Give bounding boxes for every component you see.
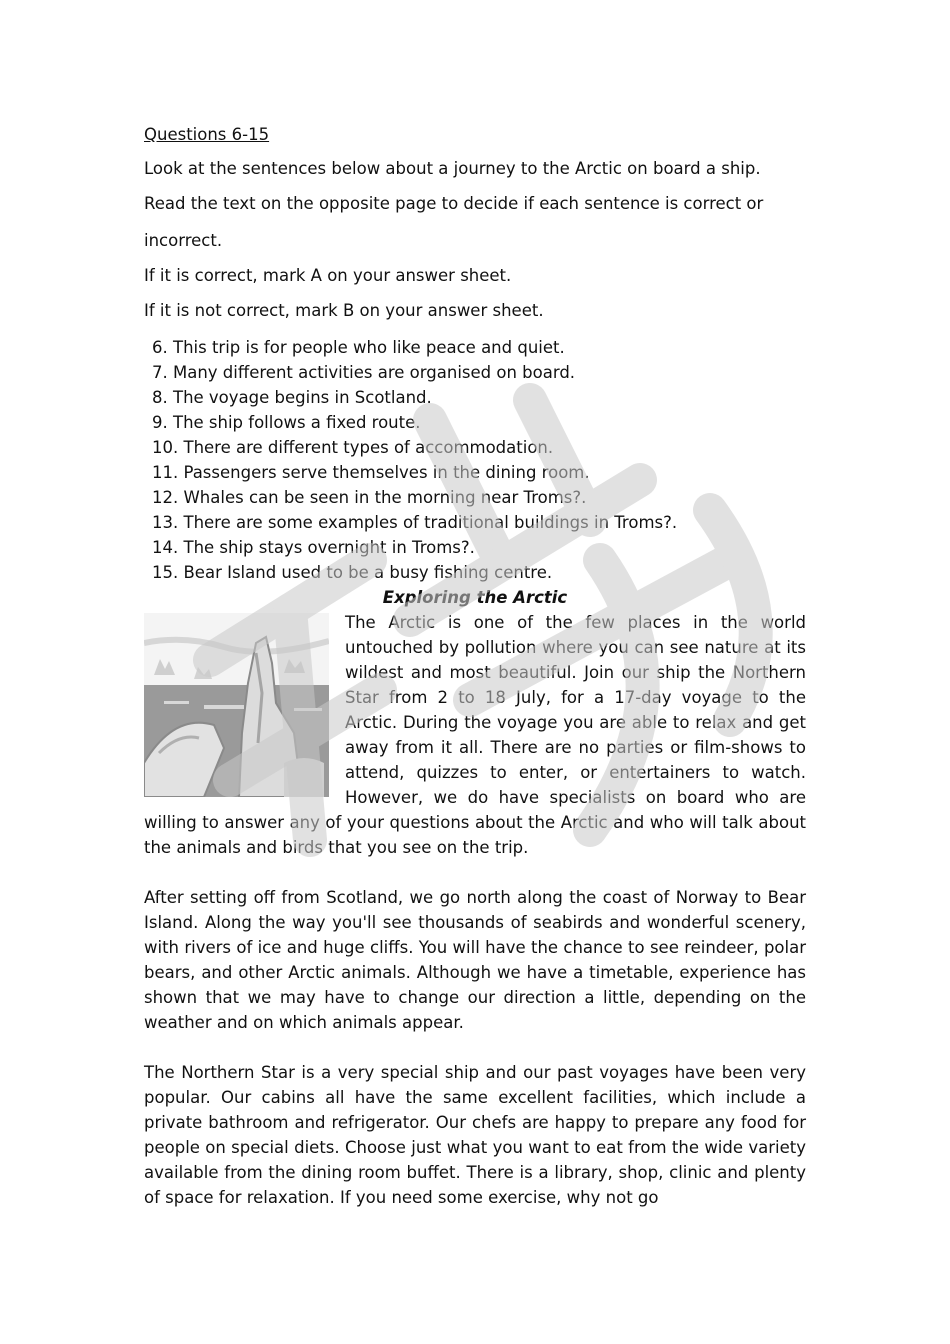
instruction-line: If it is correct, mark A on your answer sheet. [144, 266, 512, 285]
iceberg-illustration [144, 613, 329, 797]
article-paragraph: After setting off from Scotland, we go north along the coast of Norway to Bear Island. Along the way you'll see thousands of seabirds and wonderful scenery, with rivers of ice and huge cliffs. You will have the chance to see reindeer, polar bears, and other Arctic animals. Although we have a timetable, experience has shown that we may have to change our direction a little, depending on the weather and on which animals appear. [144, 888, 806, 1032]
question-item: 15. Bear Island used to be a busy fishing centre. [152, 563, 553, 582]
question-item: 12. Whales can be seen in the morning near Troms?. [152, 488, 587, 507]
worksheet-page [144, 124, 806, 1235]
question-item: 11. Passengers serve themselves in the dining room. [152, 463, 590, 482]
section-heading: Questions 6-15 [144, 125, 270, 144]
question-item: 9. The ship follows a fixed route. [152, 413, 421, 432]
article-title: Exploring the Arctic [382, 588, 568, 607]
article-paragraph: The Arctic is one of the few places in the world untouched by pollution where you can see nature at its wildest and most beautiful. Join our ship the Northern Star from 2 to 18 July, for a 17-day voyage to the Arctic. During the voyage you are able to relax and get away from it all. There are no parties or film-shows to attend, quizzes to enter, or entertainers to watch. However, we do have specialists on board who are willing to answer any of your questions about the Arctic and who will talk about the animals and birds that you see on the trip. [144, 613, 806, 857]
article-paragraph: The Northern Star is a very special ship and our past voyages have been very popular. Our cabins all have the same excellent facilities, which include a private bathroom and refrigerator. Our chefs are happy to prepare any food for people on special diets. Choose just what you want to eat from the wide variety available from the dining room buffet. There is a library, shop, clinic and plenty of space for relaxation. If you need some exercise, why not go [144, 1063, 806, 1207]
question-item: 10. There are different types of accommodation. [152, 438, 554, 457]
question-item: 14. The ship stays overnight in Troms?. [152, 538, 475, 557]
instruction-line: incorrect. [144, 231, 223, 250]
question-list [144, 335, 806, 585]
question-item: 13. There are some examples of traditional buildings in Troms?. [152, 513, 678, 532]
instruction-line: Read the text on the opposite page to decide if each sentence is correct or [144, 194, 764, 213]
instruction-line: If it is not correct, mark B on your answer sheet. [144, 301, 544, 320]
question-item: 7. Many different activities are organised on board. [152, 363, 576, 382]
instruction-line: Look at the sentences below about a journey to the Arctic on board a ship. [144, 159, 761, 178]
question-item: 8. The voyage begins in Scotland. [152, 388, 432, 407]
question-item: 6. This trip is for people who like peace and quiet. [152, 338, 565, 357]
